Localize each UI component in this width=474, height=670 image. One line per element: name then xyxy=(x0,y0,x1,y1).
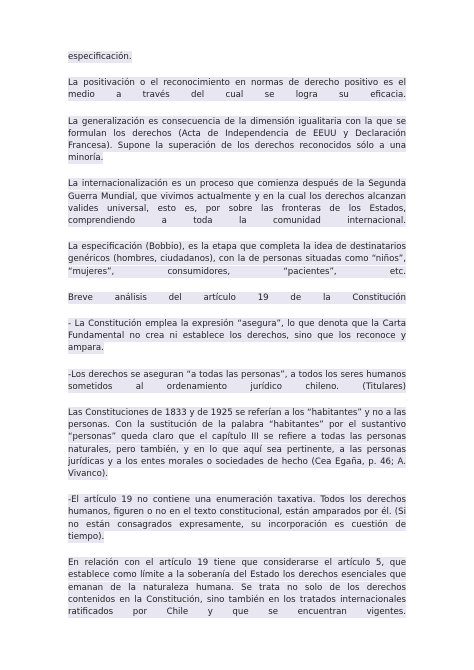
document-body xyxy=(68,51,406,632)
paragraph-text: La generalización es consecuencia de la dimensión igualitaria con la que se formulan los derechos (Acta de Independencia de EEUU y Declaración Francesa). Supone la superación de los derechos reconocidos sólo a una minoría. xyxy=(68,116,406,164)
paragraph-especificacion xyxy=(68,241,406,278)
paragraph-positivacion xyxy=(68,77,406,101)
paragraph-text: En relación con el artículo 19 tiene que considerarse el artículo 5, que establece como límite a la soberanía del Estado los derechos esenciales que emanan de la naturaleza humana. Se trata no solo de los derechos contenidos en la Constitución, sino también en los tratados internacionales ratificados por Chile y que se encuentran vigentes. xyxy=(68,558,406,617)
section-heading-articulo-19 xyxy=(68,292,406,304)
paragraph-text: - La Constitución emplea la expresión “asegura”, lo que denota que la Carta Fundamental no crea ni establece los derechos, sino que los reconoce y ampara. xyxy=(68,319,406,354)
paragraph-text: La positivación o el reconocimiento en normas de derecho positivo es el medio a través del cual se logra su eficacia. xyxy=(68,78,406,101)
paragraph-enumeracion xyxy=(68,494,406,543)
paragraph-text: -Los derechos se aseguran “a todas las personas”, a todos los seres humanos sometidos al ordenamiento jurídico chileno. (Titulares) xyxy=(68,369,406,392)
paragraph-todas-las-personas xyxy=(68,369,406,393)
paragraph-internacionalizacion xyxy=(68,178,406,227)
paragraph-text: La internacionalización es un proceso que comienza después de la Segunda Guerra Mundial, que vivimos actualmente y en la cual los derechos alcanzan valides universal, esto es, por sobre las fronteras de los Estados, comprendiendo a toda la comunidad internacional. xyxy=(68,179,406,227)
paragraph-generalizacion xyxy=(68,116,406,165)
paragraph-especificacion-tail xyxy=(68,51,406,63)
paragraph-text: -El artículo 19 no contiene una enumeración taxativa. Todos los derechos humanos, figuren o no en el texto constitucional, están amparados por él. (Si no están consagrados expresamente, su incorporación es cuestión de tiempo). xyxy=(68,495,406,542)
paragraph-asegura xyxy=(68,318,406,355)
heading-text: Breve análisis del artículo 19 de la Constitución xyxy=(68,292,406,303)
paragraph-text: Las Constituciones de 1833 y de 1925 se referían a los “habitantes” y no a las personas. Con la sustitución de la palabra “habitantes” por el sustantivo “personas” queda claro que el capítulo III se refiere a todas las personas naturales, pero también, y en lo que aquí sea pertinente, a las personas jurídicas y a los entes morales o sociedades de hecho (Cea Egaña, p. 46; A. Vivanco). xyxy=(68,408,406,480)
paragraph-articulo-5 xyxy=(68,557,406,618)
paragraph-text: La especificación (Bobbio), es la etapa que completa la idea de destinatarios genéricos (hombres, ciudadanos), con la de personas situadas como “niños”, “mujeres”, consumidores, “pacientes”, etc. xyxy=(68,242,406,277)
paragraph-text: especificación. xyxy=(68,52,132,62)
paragraph-constituciones xyxy=(68,407,406,480)
